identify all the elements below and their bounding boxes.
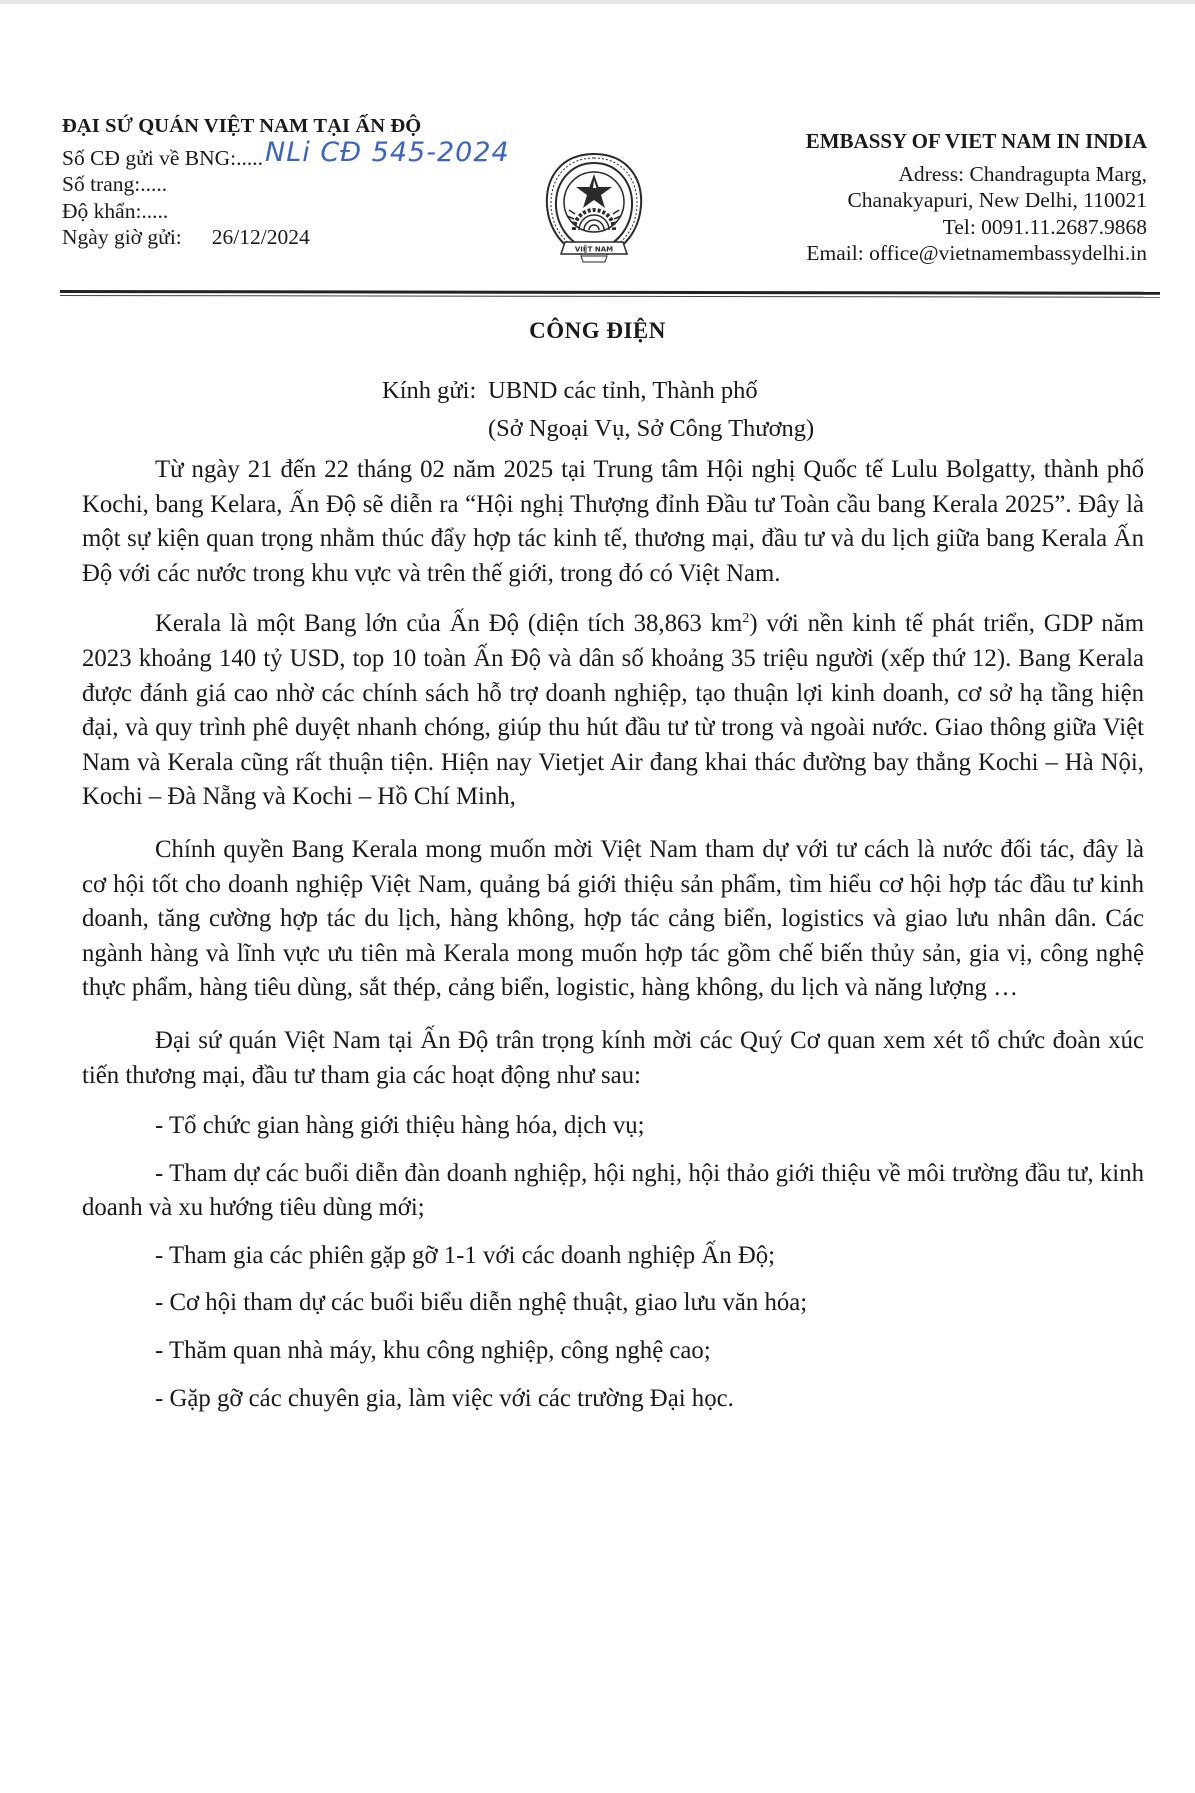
addressee-label: Kính gửi: <box>382 377 477 404</box>
header-divider-thick <box>60 290 1160 295</box>
header-right <box>687 128 1147 267</box>
document-body <box>82 453 1144 1429</box>
list-item: - Cơ hội tham dự các buổi biểu diễn nghệ thuật, giao lưu văn hóa; <box>155 1289 808 1317</box>
addressee-departments: (Sở Ngoại Vụ, Sở Công Thương) <box>488 415 815 442</box>
addressee-block <box>382 372 814 448</box>
list-item: - Gặp gỡ các chuyên gia, làm việc với các trường Đại học. <box>155 1384 734 1412</box>
sent-date-value: 26/12/2024 <box>211 225 310 249</box>
national-emblem-icon <box>541 150 647 266</box>
sent-date-label: Ngày giờ gửi: <box>62 225 182 249</box>
list-item: - Thăm quan nhà máy, khu công nghiệp, công nghệ cao; <box>155 1337 711 1365</box>
list-item: - Tham dự các buổi diễn đàn doanh nghiệp, hội nghị, hội thảo giới thiệu về môi trường đầu tư, kinh doanh và xu hướng tiêu dùng mới; <box>82 1159 1144 1222</box>
paragraph-event: Từ ngày 21 đến 22 tháng 02 năm 2025 tại Trung tâm Hội nghị Quốc tế Lulu Bolgatty, thành phố Kochi, bang Kelara, Ấn Độ sẽ diễn ra “Hội nghị Thượng đỉnh Đầu tư Toàn cầu bang Kerala 2025”. Đây là một sự kiện quan trọng nhằm thúc đẩy hợp tác kinh tế, thương mại, đầu tư và du lịch giữa bang Kerala Ấn Độ với các nước trong khu vực và trên thế giới, trong đó có Việt Nam. <box>82 456 1144 587</box>
addressee-line-1 <box>382 372 814 410</box>
sender-organization: ĐẠI SỨ QUÁN VIỆT NAM TẠI ẤN ĐỘ <box>62 115 422 137</box>
telephone: Tel: 0091.11.2687.9868 <box>942 214 1147 239</box>
pages-label: Số trang:..... <box>62 172 168 196</box>
header-divider-thin <box>60 295 1160 298</box>
urgency-label: Độ khẩn:..... <box>62 198 169 223</box>
paragraph-invitation-partner: Chính quyền Bang Kerala mong muốn mời Việt Nam tham dự với tư cách là nước đối tác, đây là cơ hội tốt cho doanh nghiệp Việt Nam, quảng bá giới thiệu sản phẩm, tìm hiểu cơ hội hợp tác đầu tư kinh doanh, tăng cường hợp tác du lịch, hàng không, hợp tác cảng biển, logistics và giao lưu nhân dân. Các ngành hàng và lĩnh vực ưu tiên mà Kerala mong muốn hợp tác gồm chế biến thủy sản, gia vị, công nghệ thực phẩm, hàng tiêu dùng, sắt thép, cảng biển, logistic, hàng không, du lịch và năng lượng … <box>82 835 1144 1002</box>
paragraph-kerala-overview <box>82 607 1144 815</box>
embassy-name-english: EMBASSY OF VIET NAM IN INDIA <box>805 129 1147 153</box>
cd-number-handwritten: NLi CĐ 545-2024 <box>265 136 510 168</box>
addressee-recipients: UBND các tỉnh, Thành phố <box>488 377 758 404</box>
svg-text:VIỆT NAM: VIỆT NAM <box>574 245 614 254</box>
cd-number-row <box>62 136 542 172</box>
address-line-1: Adress: Chandragupta Marg, <box>898 161 1147 186</box>
paragraph-embassy-invitation: Đại sứ quán Việt Nam tại Ấn Độ trân trọng kính mời các Quý Cơ quan xem xét tổ chức đoàn xúc tiến thương mại, đầu tư tham gia các hoạt động như sau: <box>82 1026 1144 1089</box>
list-item: - Tổ chức gian hàng giới thiệu hàng hóa, dịch vụ; <box>155 1112 645 1140</box>
paragraph-kerala-part2: ) với nền kinh tế phát triển, GDP năm 2023 khoảng 140 tỷ USD, top 10 toàn Ấn Độ và dân số khoảng 35 triệu người (xếp thứ 12). Bang Kerala được đánh giá cao nhờ các chính sách hỗ trợ doanh nghiệp, tạo thuận lợi kinh doanh, cơ sở hạ tầng hiện đại, và quy trình phê duyệt nhanh chóng, giúp thu hút đầu tư từ trong và ngoài nước. Giao thông giữa Việt Nam và Kerala cũng rất thuận tiện. Hiện nay Vietjet Air đang khai thác đường bay thẳng Kochi – Hà Nội, Kochi – Đà Nẵng và Kochi – Hồ Chí Minh, <box>82 610 1144 811</box>
scan-top-edge <box>0 0 1195 4</box>
superscript-2: 2 <box>742 611 750 627</box>
paragraph-kerala-part1: Kerala là một Bang lớn của Ấn Độ (diện tích 38,863 km <box>155 610 743 638</box>
document-title: CÔNG ĐIỆN <box>529 318 666 343</box>
list-item: - Tham gia các phiên gặp gỡ 1-1 với các doanh nghiệp Ấn Độ; <box>155 1241 776 1269</box>
cd-number-label: Số CĐ gửi về BNG:..... <box>62 145 263 170</box>
email: Email: office@vietnamembassydelhi.in <box>806 241 1147 265</box>
header-left <box>62 113 542 251</box>
address-line-2: Chanakyapuri, New Delhi, 110021 <box>847 188 1147 212</box>
sent-date-row <box>62 224 542 251</box>
